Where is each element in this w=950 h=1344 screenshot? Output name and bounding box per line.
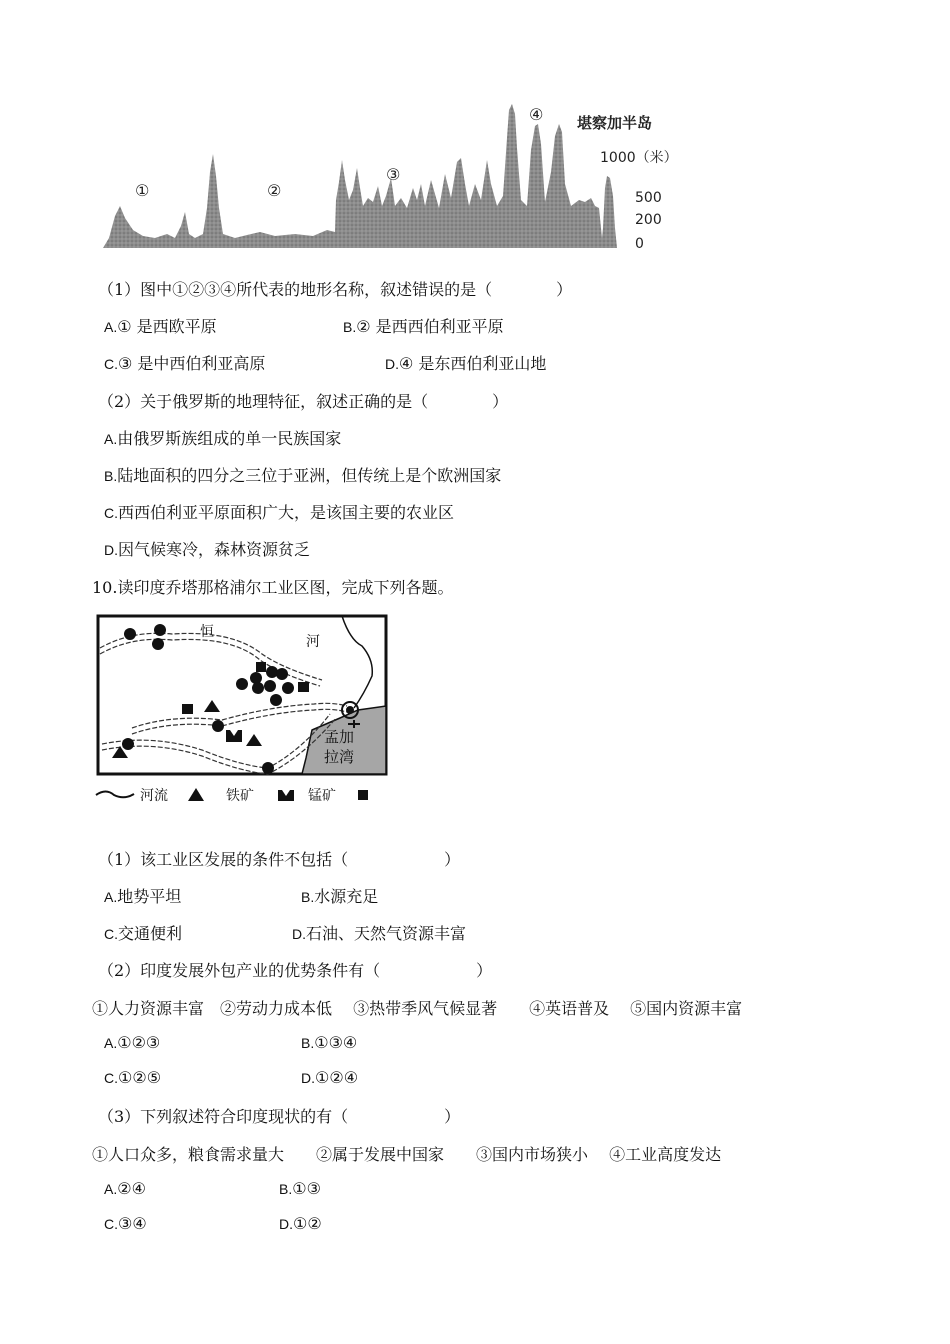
q10-sub2-option-c[interactable] bbox=[104, 1068, 161, 1088]
legend-iron-label: 铁矿 bbox=[226, 788, 254, 804]
option-text: 由俄罗斯族组成的单一民族国家 bbox=[117, 429, 342, 448]
kamchatka-profile-silhouette bbox=[601, 176, 617, 248]
option-text: ①③④ bbox=[314, 1033, 358, 1052]
q10-title: 10.读印度乔塔那格浦尔工业区图，完成下列各题。 bbox=[92, 578, 454, 597]
q9-sub2-option-b[interactable] bbox=[104, 466, 501, 486]
profile-marker-4: ④ bbox=[529, 105, 544, 124]
option-text: 西西伯利亚平原面积广大，是该国主要的农业区 bbox=[118, 503, 455, 522]
q10-sub1-option-d[interactable] bbox=[292, 924, 466, 944]
legend-square-symbol bbox=[358, 790, 368, 800]
option-text: ①②⑤ bbox=[118, 1068, 162, 1087]
q10-sub1-option-c[interactable] bbox=[104, 924, 182, 944]
option-letter: A. bbox=[104, 431, 118, 447]
q9-sub2-option-d[interactable] bbox=[104, 540, 310, 560]
scale-label-1000: 1000（米） bbox=[600, 150, 678, 166]
option-text: 水源充足 bbox=[314, 887, 379, 906]
option-letter: B. bbox=[104, 468, 118, 484]
option-letter: B. bbox=[301, 1035, 315, 1051]
q10-sub1-option-b[interactable] bbox=[301, 887, 378, 907]
q10-sub3-option-a[interactable] bbox=[104, 1179, 146, 1199]
option-letter: C. bbox=[104, 926, 118, 942]
q10-sub2-items: ①人力资源丰富 ②劳动力成本低 ③热带季风气候显著 ④英语普及 ⑤国内资源丰富 bbox=[92, 999, 743, 1018]
option-text: ③ 是中西伯利亚高原 bbox=[118, 354, 266, 373]
option-text: ④ 是东西伯利亚山地 bbox=[399, 354, 547, 373]
profile-marker-2: ② bbox=[267, 181, 282, 200]
option-text: ①③ bbox=[292, 1179, 321, 1198]
option-letter: D. bbox=[292, 926, 306, 942]
option-text: 地势平坦 bbox=[117, 887, 182, 906]
legend-iron-symbol bbox=[188, 788, 204, 801]
option-letter: A. bbox=[104, 1181, 118, 1197]
q10-sub3-items: ①人口众多，粮食需求量大 ②属于发展中国家 ③国内市场狭小 ④工业高度发达 bbox=[92, 1145, 722, 1164]
terrain-profile-figure bbox=[95, 88, 695, 258]
q9-sub1-option-b[interactable] bbox=[343, 317, 504, 337]
q10-sub1-option-a[interactable] bbox=[104, 887, 181, 907]
q9-sub1-stem: （1）图中①②③④所代表的地形名称，叙述错误的是（ ） bbox=[98, 280, 573, 299]
option-letter: C. bbox=[104, 1216, 118, 1232]
q9-sub2-stem: （2）关于俄罗斯的地理特征，叙述正确的是（ ） bbox=[98, 392, 509, 411]
bay-label-line2: 拉湾 bbox=[324, 748, 355, 766]
option-text: 交通便利 bbox=[118, 924, 183, 943]
q9-sub2-option-c[interactable] bbox=[104, 503, 454, 523]
peninsula-label: 堪察加半岛 bbox=[577, 114, 653, 132]
q10-sub3-option-c[interactable] bbox=[104, 1214, 147, 1234]
legend-manganese-symbol bbox=[278, 790, 294, 801]
option-letter: D. bbox=[301, 1070, 315, 1086]
q10-sub3-option-b[interactable] bbox=[279, 1179, 321, 1199]
terrain-profile-silhouette bbox=[103, 104, 603, 248]
q9-sub1-option-a[interactable] bbox=[104, 317, 217, 337]
q10-sub3-option-d[interactable] bbox=[279, 1214, 322, 1234]
scale-label-0: 0 bbox=[635, 236, 644, 252]
q10-sub2-option-d[interactable] bbox=[301, 1068, 358, 1088]
option-letter: D. bbox=[104, 542, 118, 558]
legend-manganese-label: 锰矿 bbox=[308, 788, 336, 804]
option-letter: D. bbox=[385, 356, 399, 372]
option-text: ① 是西欧平原 bbox=[117, 317, 217, 336]
option-letter: C. bbox=[104, 356, 118, 372]
option-text: 石油、天然气资源丰富 bbox=[306, 924, 467, 943]
profile-marker-1: ① bbox=[135, 181, 150, 200]
q10-sub2-option-b[interactable] bbox=[301, 1033, 357, 1053]
q9-sub2-option-a[interactable] bbox=[104, 429, 341, 449]
option-text: 陆地面积的四分之三位于亚洲，但传统上是个欧洲国家 bbox=[117, 466, 502, 485]
bay-label-line1: 孟加 bbox=[324, 728, 355, 746]
option-letter: B. bbox=[343, 319, 357, 335]
profile-marker-3: ③ bbox=[386, 165, 401, 184]
q10-sub2-option-a[interactable] bbox=[104, 1033, 160, 1053]
option-letter: C. bbox=[104, 505, 118, 521]
option-letter: A. bbox=[104, 1035, 118, 1051]
option-letter: C. bbox=[104, 1070, 118, 1086]
option-text: ② 是西西伯利亚平原 bbox=[356, 317, 504, 336]
q9-sub1-option-d[interactable] bbox=[385, 354, 546, 374]
option-letter: B. bbox=[301, 889, 315, 905]
option-text: ①② bbox=[293, 1214, 322, 1233]
q10-sub3-stem: （3）下列叙述符合印度现状的有（ ） bbox=[98, 1107, 461, 1126]
option-text: ①②④ bbox=[315, 1068, 359, 1087]
q10-sub1-stem: （1）该工业区发展的条件不包括（ ） bbox=[98, 850, 461, 869]
scale-label-200: 200 bbox=[635, 212, 662, 228]
q9-sub1-option-c[interactable] bbox=[104, 354, 265, 374]
q10-sub2-stem: （2）印度发展外包产业的优势条件有（ ） bbox=[98, 961, 493, 980]
option-text: ②④ bbox=[117, 1179, 146, 1198]
option-text: ③④ bbox=[118, 1214, 147, 1233]
scale-label-500: 500 bbox=[635, 190, 662, 206]
river-name-heng: 恒 bbox=[200, 624, 214, 640]
industrial-region-map bbox=[92, 610, 412, 805]
legend-river-label: 河流 bbox=[140, 788, 168, 804]
river-name-he: 河 bbox=[306, 634, 320, 650]
option-text: 因气候寒冷，森林资源贫乏 bbox=[118, 540, 311, 559]
legend-river-symbol bbox=[96, 792, 134, 798]
option-letter: B. bbox=[279, 1181, 293, 1197]
option-letter: A. bbox=[104, 889, 118, 905]
option-text: ①②③ bbox=[117, 1033, 161, 1052]
option-letter: A. bbox=[104, 319, 118, 335]
option-letter: D. bbox=[279, 1216, 293, 1232]
